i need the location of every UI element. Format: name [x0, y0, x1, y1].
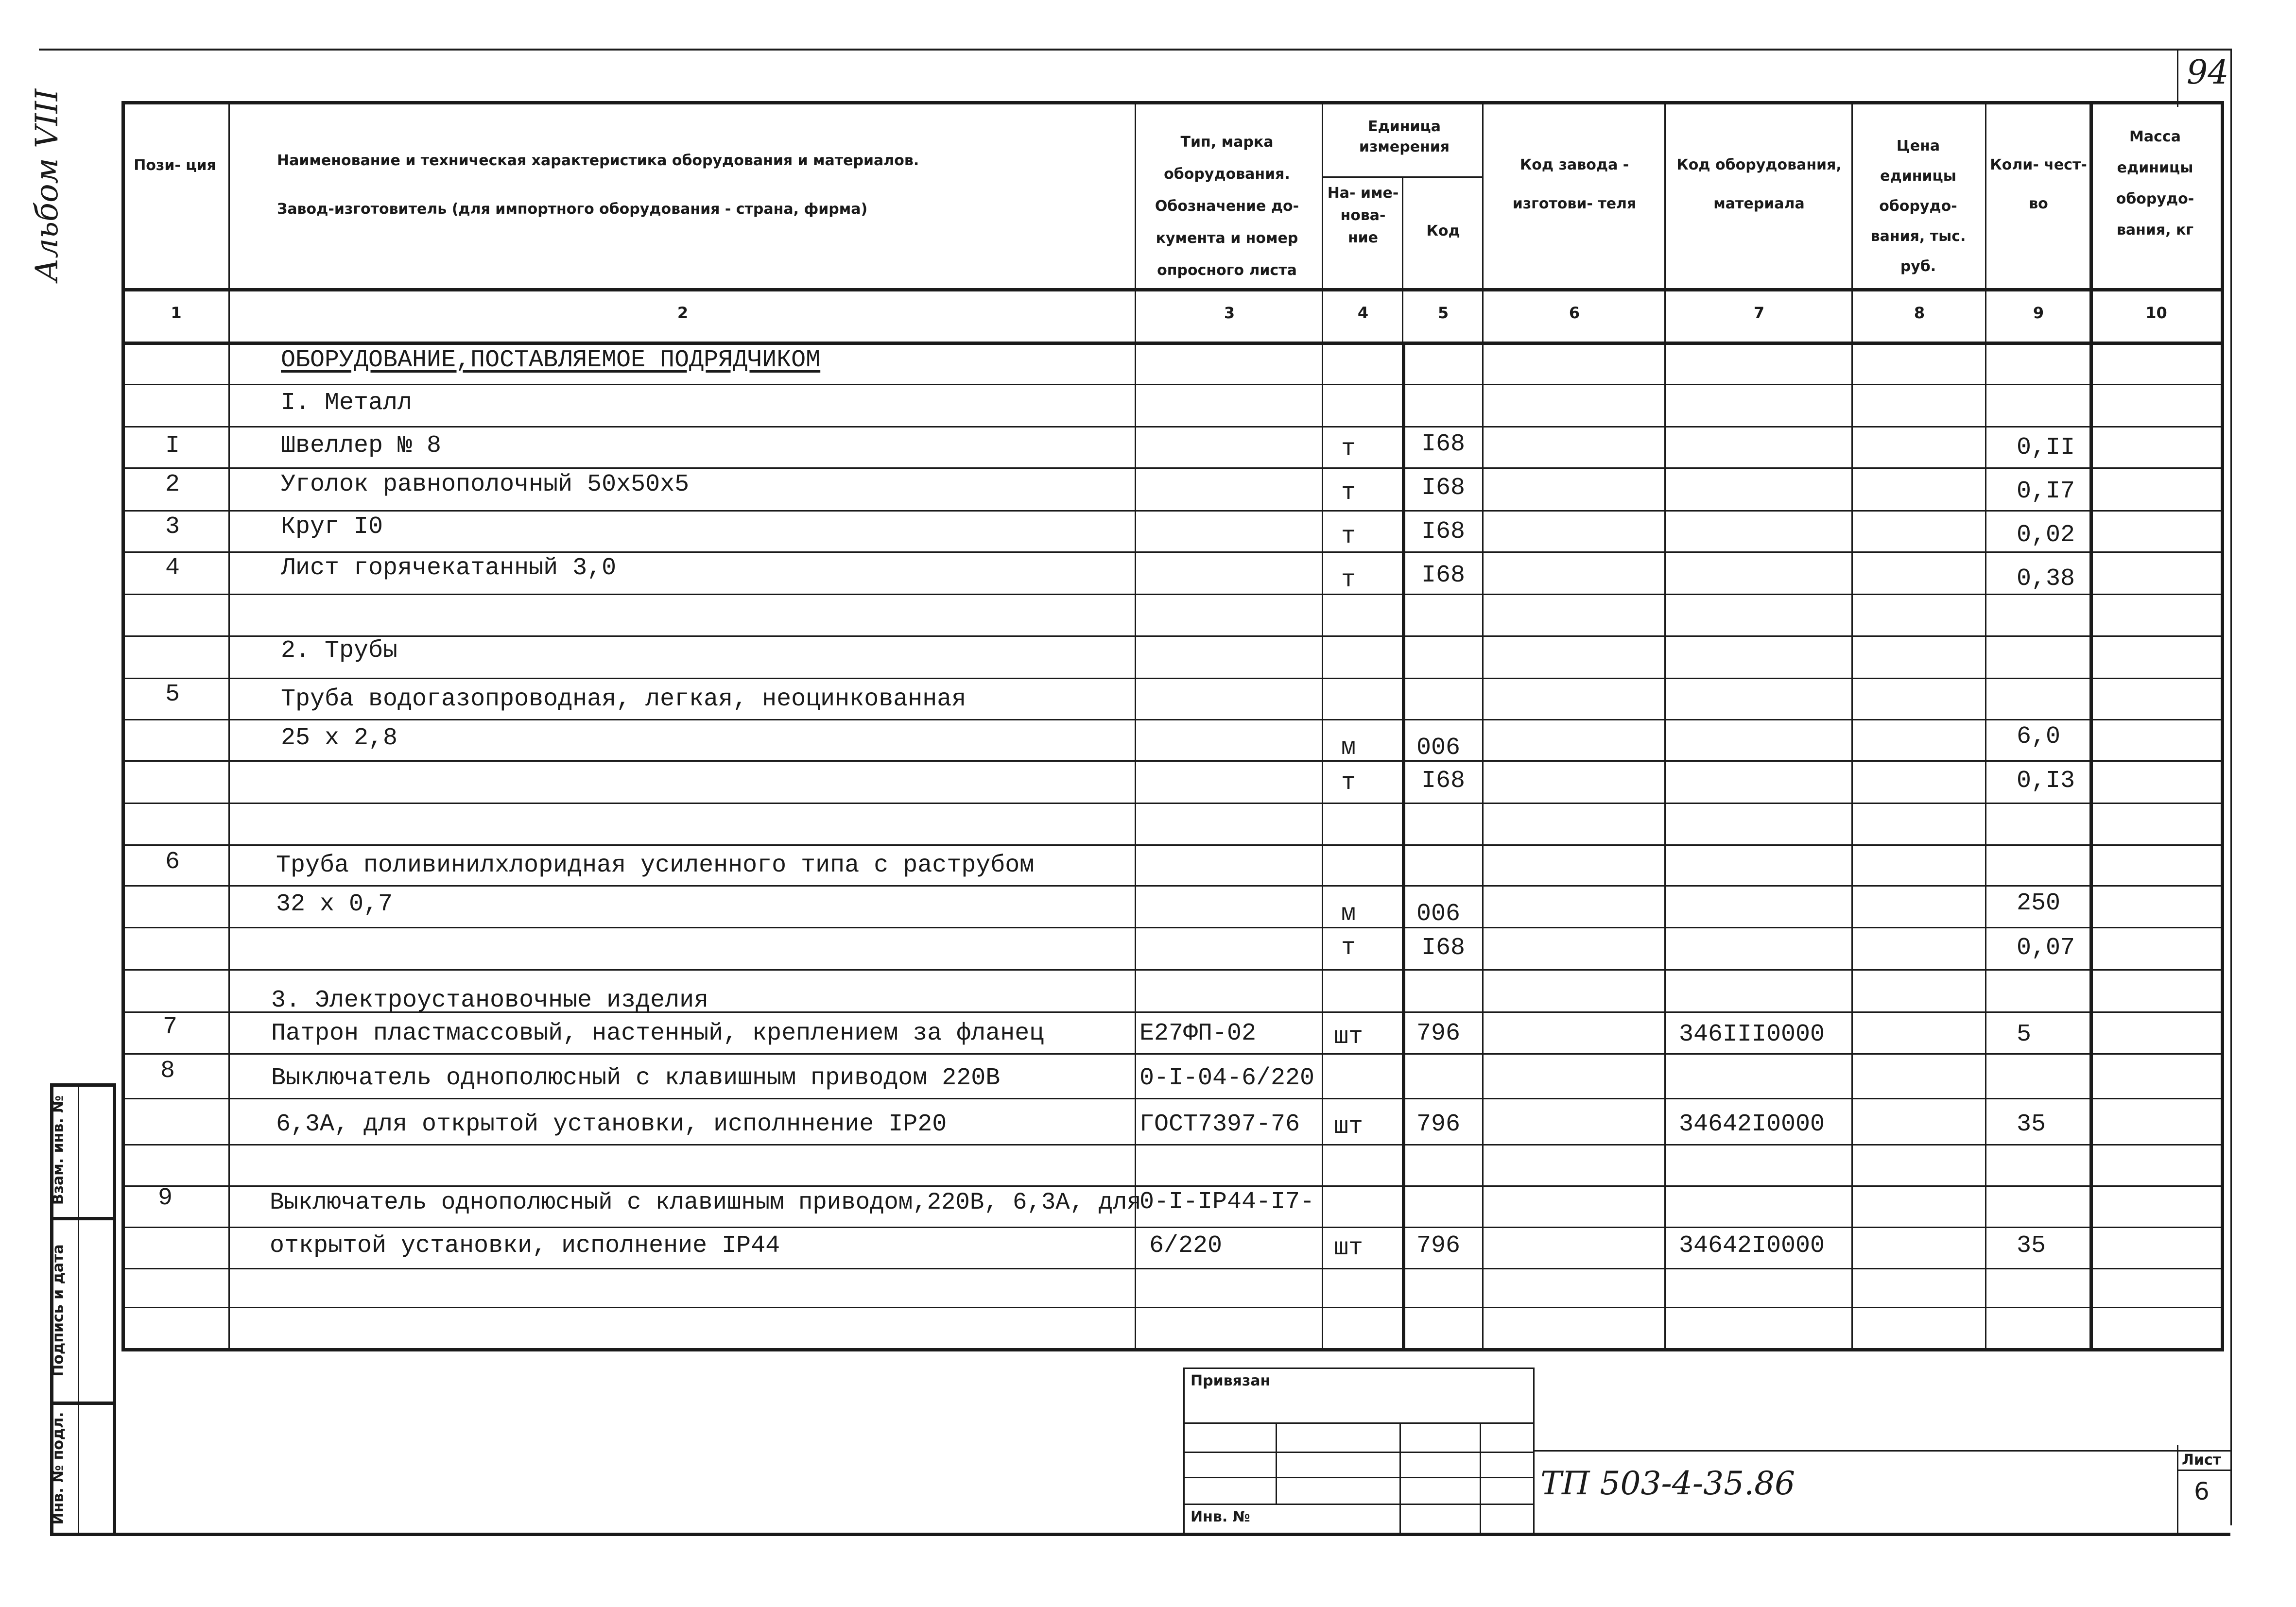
row-type: 0-I-IР44-I7- — [1139, 1188, 1315, 1216]
row-code: 006 — [1416, 734, 1461, 762]
row-unit: т — [1341, 523, 1356, 550]
row-quantity: 0,II — [2017, 434, 2075, 462]
stamp-col — [1276, 1422, 1277, 1505]
table-right-border — [2221, 101, 2224, 1350]
stamp-col — [1399, 1422, 1401, 1533]
col-line-3 — [1322, 101, 1323, 1350]
row-line — [121, 467, 2221, 469]
row-line — [121, 426, 2221, 427]
row-line — [121, 927, 2221, 928]
side-strip-top — [50, 1083, 116, 1087]
side-strip-right — [113, 1083, 116, 1535]
row-line — [121, 885, 2221, 887]
column-number: 5 — [1437, 304, 1449, 322]
col-line-2 — [1135, 101, 1136, 1350]
row-position: 2 — [165, 471, 180, 498]
row-quantity: 6,0 — [2017, 723, 2061, 751]
row-name: 32 х 0,7 — [276, 890, 393, 918]
row-quantity: 0,I7 — [2017, 478, 2075, 505]
row-line — [121, 803, 2221, 804]
row-unit: м — [1341, 734, 1356, 762]
column-number: 1 — [171, 304, 182, 322]
row-name: открытой установки, исполнение IР44 — [270, 1232, 780, 1260]
col-line-1 — [228, 101, 230, 1350]
column-number-row-line — [121, 342, 2221, 345]
row-quantity: 35 — [2017, 1232, 2046, 1260]
header-type-mark: Тип, марка оборудования. Обозначение до- кумента и номер опросного листа — [1155, 134, 1299, 279]
column-number: 3 — [1224, 304, 1235, 322]
column-number: 4 — [1357, 304, 1369, 322]
row-type: ГОСТ7397-76 — [1139, 1111, 1300, 1138]
row-name: Лист горячекатанный 3,0 — [281, 554, 617, 582]
row-quantity: 250 — [2017, 889, 2061, 917]
row-name: Труба поливинилхлоридная усиленного типа с раструбом — [276, 852, 1035, 879]
stamp-col — [1480, 1422, 1481, 1533]
column-number: 7 — [1753, 304, 1765, 322]
row-position: 4 — [165, 554, 180, 582]
row-quantity: 0,07 — [2017, 934, 2075, 962]
side-label-inv-podl: Инв. № подл. — [50, 1412, 67, 1525]
row-line — [121, 1307, 2221, 1308]
row-name: Выключатель однополюсный с клавишным приводом,220В, 6,3А, для — [270, 1189, 1141, 1216]
row-quantity: 5 — [2017, 1021, 2032, 1048]
row-code: I68 — [1421, 934, 1466, 962]
row-code: I68 — [1421, 474, 1466, 502]
row-unit: т — [1341, 435, 1356, 463]
row-line — [121, 384, 2221, 385]
album-label: Альбом VIII — [29, 88, 65, 282]
row-line — [121, 1144, 2221, 1145]
row-unit: шт — [1334, 1234, 1364, 1262]
table-bottom-border — [121, 1348, 2224, 1351]
row-position: 6 — [165, 848, 180, 876]
row-type: 0-I-04-6/220 — [1139, 1064, 1315, 1092]
row-code: 006 — [1416, 900, 1461, 928]
column-number: 9 — [2033, 304, 2044, 322]
row-position: 7 — [163, 1013, 178, 1041]
stamp-left — [1183, 1368, 1185, 1533]
top-border-line — [39, 49, 2230, 51]
row-line — [121, 1185, 2221, 1187]
row-name: Круг I0 — [281, 513, 383, 541]
row-position: 9 — [158, 1184, 173, 1212]
row-line — [121, 844, 2221, 846]
side-label-vzam-inv: Взам. инв. № — [50, 1095, 67, 1205]
header-position: Пози- ция — [134, 157, 216, 174]
header-unit-code: Код — [1426, 222, 1460, 239]
col-line-8 — [1985, 101, 1986, 1350]
row-line — [121, 1053, 2221, 1055]
row-name: Уголок равнополочный 50х50х5 — [281, 471, 690, 498]
row-line — [121, 719, 2221, 720]
column-number: 10 — [2145, 304, 2167, 322]
row-quantity: 0,I3 — [2017, 767, 2075, 795]
row-line — [121, 760, 2221, 762]
row-code: I68 — [1421, 518, 1466, 546]
row-quantity: 0,38 — [2017, 565, 2075, 593]
row-line — [121, 594, 2221, 595]
section-heading: I. Металл — [281, 389, 413, 417]
bottom-border — [113, 1533, 2230, 1536]
row-quantity: 0,02 — [2017, 521, 2075, 549]
row-unit: т — [1341, 479, 1356, 507]
sheet-label: Лист — [2182, 1452, 2222, 1469]
row-name: Патрон пластмассовый, настенный, креплением за фланец — [271, 1020, 1044, 1047]
section-heading: ОБОРУДОВАНИЕ,ПОСТАВЛЯЕМОЕ ПОДРЯДЧИКОМ — [281, 346, 821, 374]
header-bottom-line — [121, 288, 2221, 291]
row-position: 3 — [165, 513, 180, 541]
row-line — [121, 510, 2221, 512]
header-price: Цена единицы оборудо- вания, тыс. руб. — [1870, 137, 1966, 275]
row-type: 6/220 — [1149, 1232, 1223, 1260]
header-unit-name: На- име- нова- ние — [1327, 185, 1399, 246]
row-code: 796 — [1416, 1232, 1461, 1260]
sheet-box-divider — [2177, 1470, 2230, 1471]
row-unit: шт — [1334, 1113, 1364, 1141]
row-line — [121, 1098, 2221, 1099]
row-line — [121, 1268, 2221, 1269]
stamp-privyazan-label: Привязан — [1191, 1372, 1271, 1389]
row-position: 8 — [160, 1057, 175, 1085]
sheet-number: 6 — [2194, 1477, 2210, 1505]
row-quantity: 35 — [2017, 1111, 2046, 1138]
side-strip-divider — [50, 1217, 116, 1220]
stamp-top — [1183, 1368, 1533, 1369]
header-name-line1: Наименование и техническая характеристика оборудования и материалов. — [277, 152, 919, 169]
row-equip-code: 34642I0000 — [1679, 1232, 1825, 1260]
header-equip-code: Код оборудования, материала — [1676, 156, 1842, 212]
row-position: I — [165, 432, 180, 460]
col-line-5 — [1482, 101, 1484, 1350]
page-number: 94 — [2187, 53, 2229, 92]
section-heading: 2. Трубы — [281, 637, 398, 665]
column-number: 6 — [1569, 304, 1580, 322]
row-type: Е27ФП-02 — [1139, 1020, 1257, 1047]
header-name-line2: Завод-изготовитель (для импортного оборудования - страна, фирма) — [277, 201, 868, 218]
table-top-border — [121, 101, 2221, 104]
row-unit: шт — [1334, 1023, 1364, 1051]
doc-code-top-line — [1533, 1450, 2230, 1452]
row-name: 6,3А, для открытой установки, исполннение IР20 — [276, 1111, 947, 1138]
col-line-6 — [1664, 101, 1666, 1350]
row-line — [121, 635, 2221, 637]
row-unit: т — [1341, 934, 1356, 962]
section-heading: 3. Электроустановочные изделия — [271, 987, 709, 1014]
document-code: ТП 503-4-35.86 — [1540, 1465, 1795, 1502]
row-name: Выключатель однополюсный с клавишным приводом 220В — [271, 1064, 1001, 1092]
row-unit: т — [1341, 566, 1356, 594]
header-unit: Единица измерения — [1359, 118, 1450, 155]
column-number: 2 — [677, 304, 689, 322]
header-mass: Масса единицы оборудо- вания, кг — [2116, 128, 2194, 239]
row-line — [121, 678, 2221, 679]
header-factory-code: Код завода - изготови- теля — [1512, 156, 1637, 212]
row-equip-code: 346III0000 — [1679, 1021, 1825, 1048]
sheet-box-left — [2177, 1445, 2178, 1533]
row-unit: м — [1341, 900, 1356, 928]
row-name: 25 х 2,8 — [281, 724, 398, 752]
right-outer-border — [2230, 49, 2232, 1525]
row-code: 796 — [1416, 1111, 1461, 1138]
row-name: Труба водогазопроводная, легкая, неоцинкованная — [281, 685, 967, 713]
row-name: Швеллер № 8 — [281, 432, 442, 460]
side-label-podpis-data: Подпись и дата — [50, 1244, 67, 1377]
col-line-7 — [1851, 101, 1853, 1350]
row-code: 796 — [1416, 1020, 1461, 1047]
col-line-9 — [2089, 101, 2093, 1350]
side-strip-inner — [78, 1083, 79, 1535]
row-line — [121, 1227, 2221, 1228]
row-code: I68 — [1421, 767, 1466, 795]
row-code: I68 — [1421, 562, 1466, 589]
row-equip-code: 34642I0000 — [1679, 1111, 1825, 1138]
row-line — [121, 551, 2221, 553]
stamp-inv-no-label: Инв. № — [1191, 1508, 1250, 1525]
column-number: 8 — [1914, 304, 1925, 322]
row-line — [121, 969, 2221, 971]
row-code: I68 — [1421, 430, 1466, 458]
row-unit: т — [1341, 769, 1356, 797]
row-position: 5 — [165, 681, 180, 708]
page-number-box-left — [2177, 49, 2178, 107]
header-quantity: Коли- чест- во — [1990, 156, 2087, 212]
